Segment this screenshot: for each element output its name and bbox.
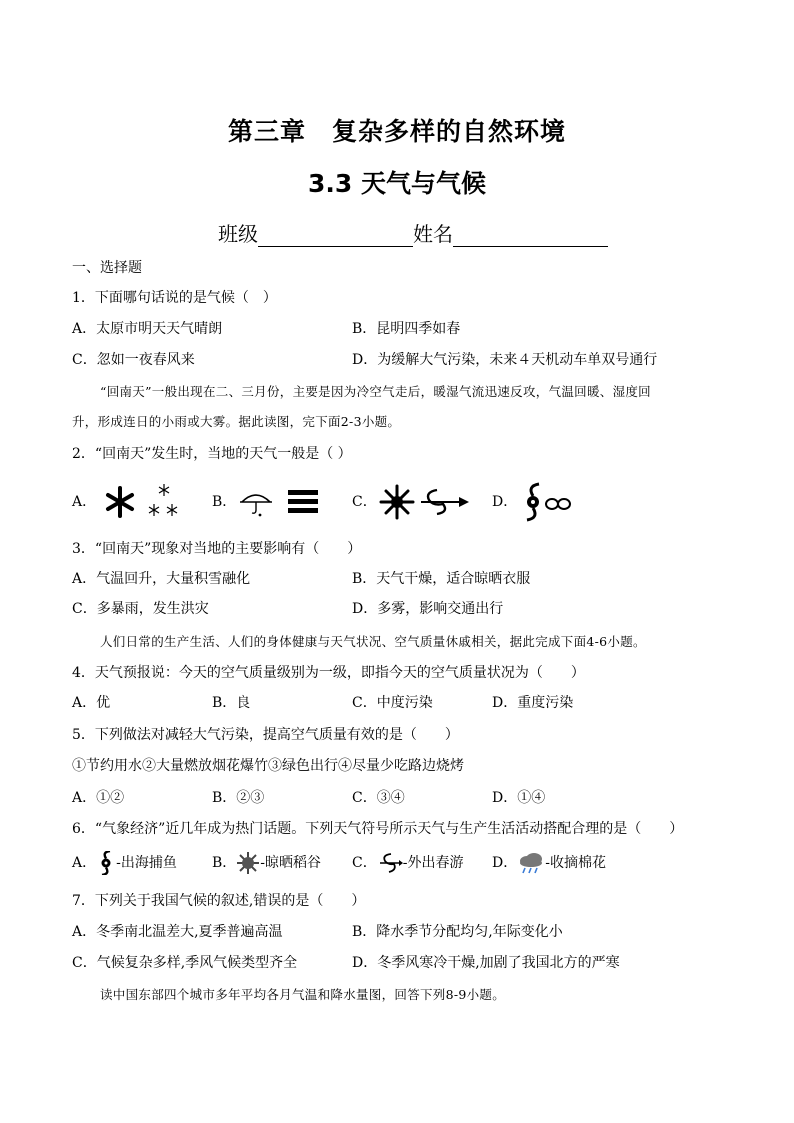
q3-stem: 3．“回南天”现象对当地的主要影响有（ ）	[72, 541, 362, 557]
q6-option-c[interactable]	[352, 850, 463, 876]
rain-cloud-icon	[517, 851, 545, 875]
name-field[interactable]	[453, 224, 608, 247]
q3-option-d[interactable]: D．多雾，影响交通出行	[352, 601, 504, 617]
q2-option-c-label: C．	[352, 494, 377, 510]
q6-stem: 6．“气象经济”近几年成为热门话题。下列天气符号所示天气与生产生活活动搭配合理的是（ ）	[72, 821, 684, 837]
q4-option-a[interactable]: A．优	[72, 695, 111, 711]
q6-option-a-text: -出海捕鱼	[116, 855, 177, 871]
q6-option-c-text: -外出春游	[402, 855, 464, 871]
fog-icon	[288, 490, 318, 513]
q6-option-d-label: D．	[492, 855, 518, 871]
q7-option-d[interactable]: D．冬季风寒冷干燥,加剧了我国北方的严寒	[352, 955, 620, 971]
q5-option-a[interactable]: A．①②	[72, 790, 125, 806]
passage-2: 人们日常的生产生活、人们的身体健康与天气状况、空气质量休戚相关，据此完成下面4-6小题。	[100, 634, 646, 649]
haze-icon	[546, 499, 570, 509]
q5-option-d[interactable]: D．①④	[492, 790, 546, 806]
sandstorm-icon	[377, 851, 403, 875]
q3-option-a[interactable]: A．气温回升，大量积雪融化	[72, 571, 251, 587]
q4-option-b[interactable]: B．良	[212, 695, 251, 711]
q5-stem: 5．下列做法对减轻大气污染，提高空气质量有效的是（ ）	[72, 727, 459, 743]
q3-option-c[interactable]: C．多暴雨，发生洪灾	[72, 601, 209, 617]
q7-option-b[interactable]: B．降水季节分配均匀,年际变化小	[352, 924, 563, 940]
q3-option-b[interactable]: B．天气干燥，适合晾晒衣服	[352, 571, 531, 587]
class-label: 班级	[218, 222, 258, 246]
q6-option-d-text: -收摘棉花	[545, 855, 606, 871]
q2-option-c[interactable]	[352, 482, 477, 522]
heavy-snow-icon	[377, 482, 477, 522]
q4-option-c[interactable]: C．中度污染	[352, 695, 433, 711]
thunder-shower-icon	[236, 482, 326, 522]
q5-option-b[interactable]: B．②③	[212, 790, 265, 806]
snow-icon	[149, 484, 177, 516]
q6-option-d[interactable]	[492, 850, 606, 876]
q2-option-d-label: D．	[492, 494, 518, 510]
q4-option-d[interactable]: D．重度污染	[492, 695, 574, 711]
class-field[interactable]	[258, 224, 413, 247]
q6-option-c-label: C．	[352, 855, 377, 871]
q6-option-b-label: B．	[212, 855, 237, 871]
sandstorm-icon	[421, 490, 469, 514]
heavy-snow-icon	[96, 482, 186, 522]
q6-option-a-label: A．	[72, 855, 97, 871]
passage-1-line-2: 升，形成连日的小雨或大雾。据此读图，完下面2-3小题。	[72, 414, 401, 429]
q1-option-a[interactable]: A．太原市明天天气晴朗	[72, 321, 223, 337]
q2-option-a[interactable]	[72, 482, 186, 522]
q6-option-b-text: -晾晒稻谷	[260, 855, 322, 871]
q2-option-b-label: B．	[212, 494, 237, 510]
section-title: 3.3 天气与气候	[308, 169, 486, 198]
q1-option-d[interactable]: D．为缓解大气污染，未来４天机动车单双号通行	[352, 352, 658, 368]
q1-option-c[interactable]: C．忽如一夜春风来	[72, 352, 195, 368]
passage-3: 读中国东部四个城市多年平均各月气温和降水量图，回答下列8-9小题。	[100, 987, 506, 1002]
typhoon-icon	[96, 851, 116, 875]
chapter-title: 第三章 复杂多样的自然环境	[227, 117, 566, 146]
q2-option-d[interactable]	[492, 482, 577, 522]
q1-option-b[interactable]: B．昆明四季如春	[352, 321, 461, 337]
q2-option-b[interactable]	[212, 482, 326, 522]
q6-option-b[interactable]	[212, 850, 321, 876]
passage-1-line-1: “回南天”一般出现在二、三月份，主要是因为冷空气走后，暖湿气流迅速反攻，气温回暖、湿度回	[100, 384, 651, 399]
q5-items: ①节约用水②大量燃放烟花爆竹③绿色出行④尽量少吃路边烧烤	[72, 758, 464, 774]
name-label: 姓名	[413, 222, 453, 246]
q1-stem: 1．下面哪句话说的是气候（ ）	[72, 290, 277, 306]
section-heading: 一、选择题	[72, 260, 142, 276]
q7-stem: 7．下列关于我国气候的叙述,错误的是（ ）	[72, 893, 366, 909]
q2-stem: 2．“回南天”发生时，当地的天气一般是（ ）	[72, 446, 352, 462]
q6-option-a[interactable]	[72, 850, 177, 876]
q7-option-a[interactable]: A．冬季南北温差大,夏季普遍高温	[72, 924, 283, 940]
student-info	[218, 218, 608, 247]
q5-option-c[interactable]: C．③④	[352, 790, 405, 806]
sunny-icon	[236, 851, 260, 875]
q7-option-c[interactable]: C．气候复杂多样,季风气候类型齐全	[72, 955, 298, 971]
q2-option-a-label: A．	[72, 494, 97, 510]
q4-stem: 4．天气预报说：今天的空气质量级别为一级，即指今天的空气质量状况为（ ）	[72, 665, 585, 681]
typhoon-icon	[517, 482, 577, 522]
